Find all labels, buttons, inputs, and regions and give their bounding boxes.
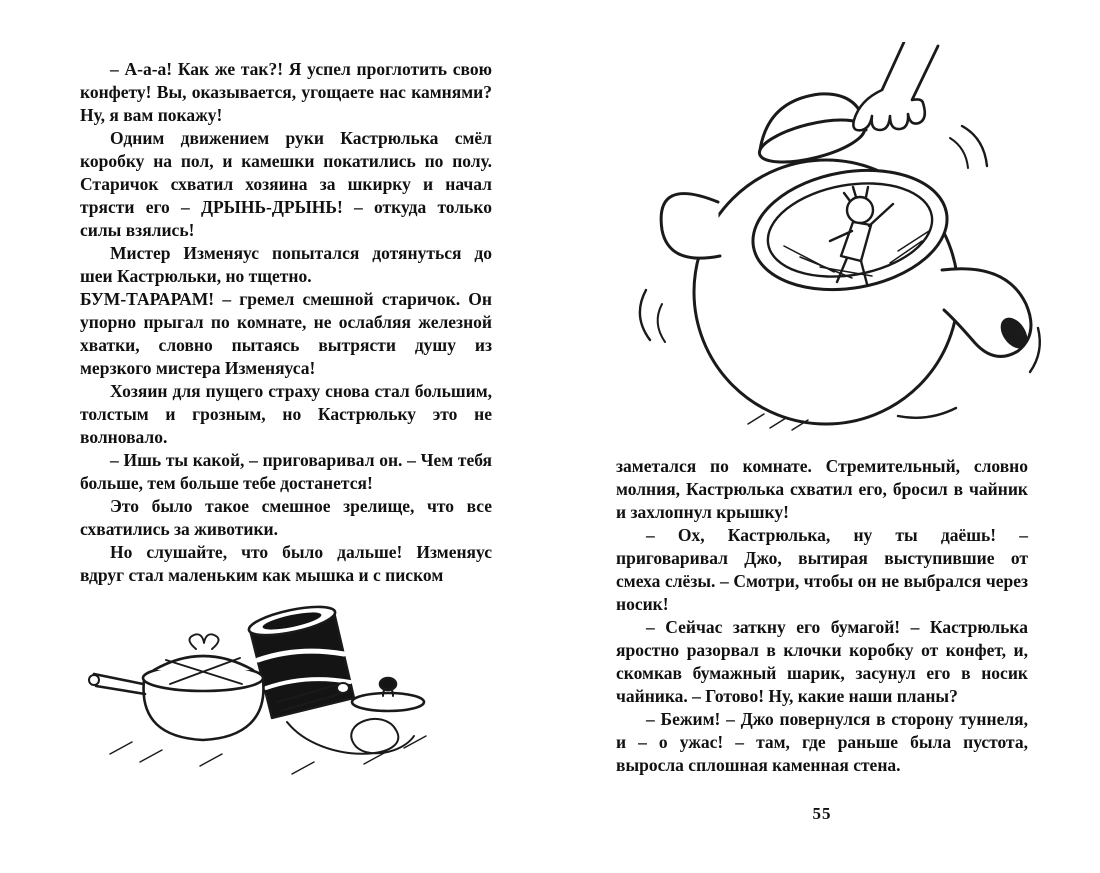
paragraph: БУМ-ТАРАРАМ! – гремел смешной старичок. Он упорно прыгал по комнате, не ослабляя железной хватки, словно пытаясь вытрясти душу из мерзкого мистера Изменяуса! xyxy=(80,289,492,378)
teapot-with-man-inside-drawing xyxy=(598,42,1050,442)
paragraph: – А-а-а! Как же так?! Я успел проглотить свою конфету! Вы, оказывается, угощаете нас камнями? Ну, я вам покажу! xyxy=(80,59,492,125)
paragraph: Хозяин для пущего страху снова стал большим, толстым и грозным, но Кастрюльку это не волновало. xyxy=(80,381,492,447)
paragraph: Одним движением руки Кастрюлька смёл коробку на пол, и камешки покатились по полу. Старичок схватил хозяина за шкирку и начал трясти его – ДРЫНЬ-ДРЫНЬ! – откуда только силы взялись! xyxy=(80,128,492,240)
paragraph: Но слушайте, что было дальше! Изменяус вдруг стал маленьким как мышка и с писком xyxy=(80,542,492,585)
right-text-column xyxy=(616,455,1028,777)
kitchenware-drawing xyxy=(82,602,460,794)
saucepan-illustration xyxy=(82,602,460,794)
teapot-illustration xyxy=(598,42,1050,442)
pot-lid xyxy=(352,678,424,711)
paragraph: – Сейчас заткну его бумагой! – Кастрюлька яростно разорвал в клочки коробку от конфет, и, скомкав бумажный шарик, засунул его в носик чайника. – Готово! Ну, какие наши планы? xyxy=(616,617,1028,706)
paragraph: – Бежим! – Джо повернулся в сторону туннеля, и – о ужас! – там, где раньше была пустота, выросла сплошная каменная стена. xyxy=(616,709,1028,775)
left-text-column xyxy=(80,58,492,587)
paragraph: – Ох, Кастрюлька, ну ты даёшь! – приговаривал Джо, вытирая выступившие от смеха слёзы. – Смотри, чтобы он не выбрался через носик! xyxy=(616,525,1028,614)
paragraph: Мистер Изменяус попытался дотянуться до шеи Кастрюльки, но тщетно. xyxy=(80,243,492,286)
page-number: 55 xyxy=(812,804,832,823)
paragraph: Это было такое смешное зрелище, что все схватились за животики. xyxy=(80,496,492,539)
paragraph: заметался по комнате. Стремительный, словно молния, Кастрюлька схватил его, бросил в чайник и захлопнул крышку! xyxy=(616,456,1028,522)
tied-saucepan xyxy=(89,634,263,740)
paragraph: – Ишь ты какой, – приговаривал он. – Чем тебя больше, тем больше тебе достанется! xyxy=(80,450,492,493)
